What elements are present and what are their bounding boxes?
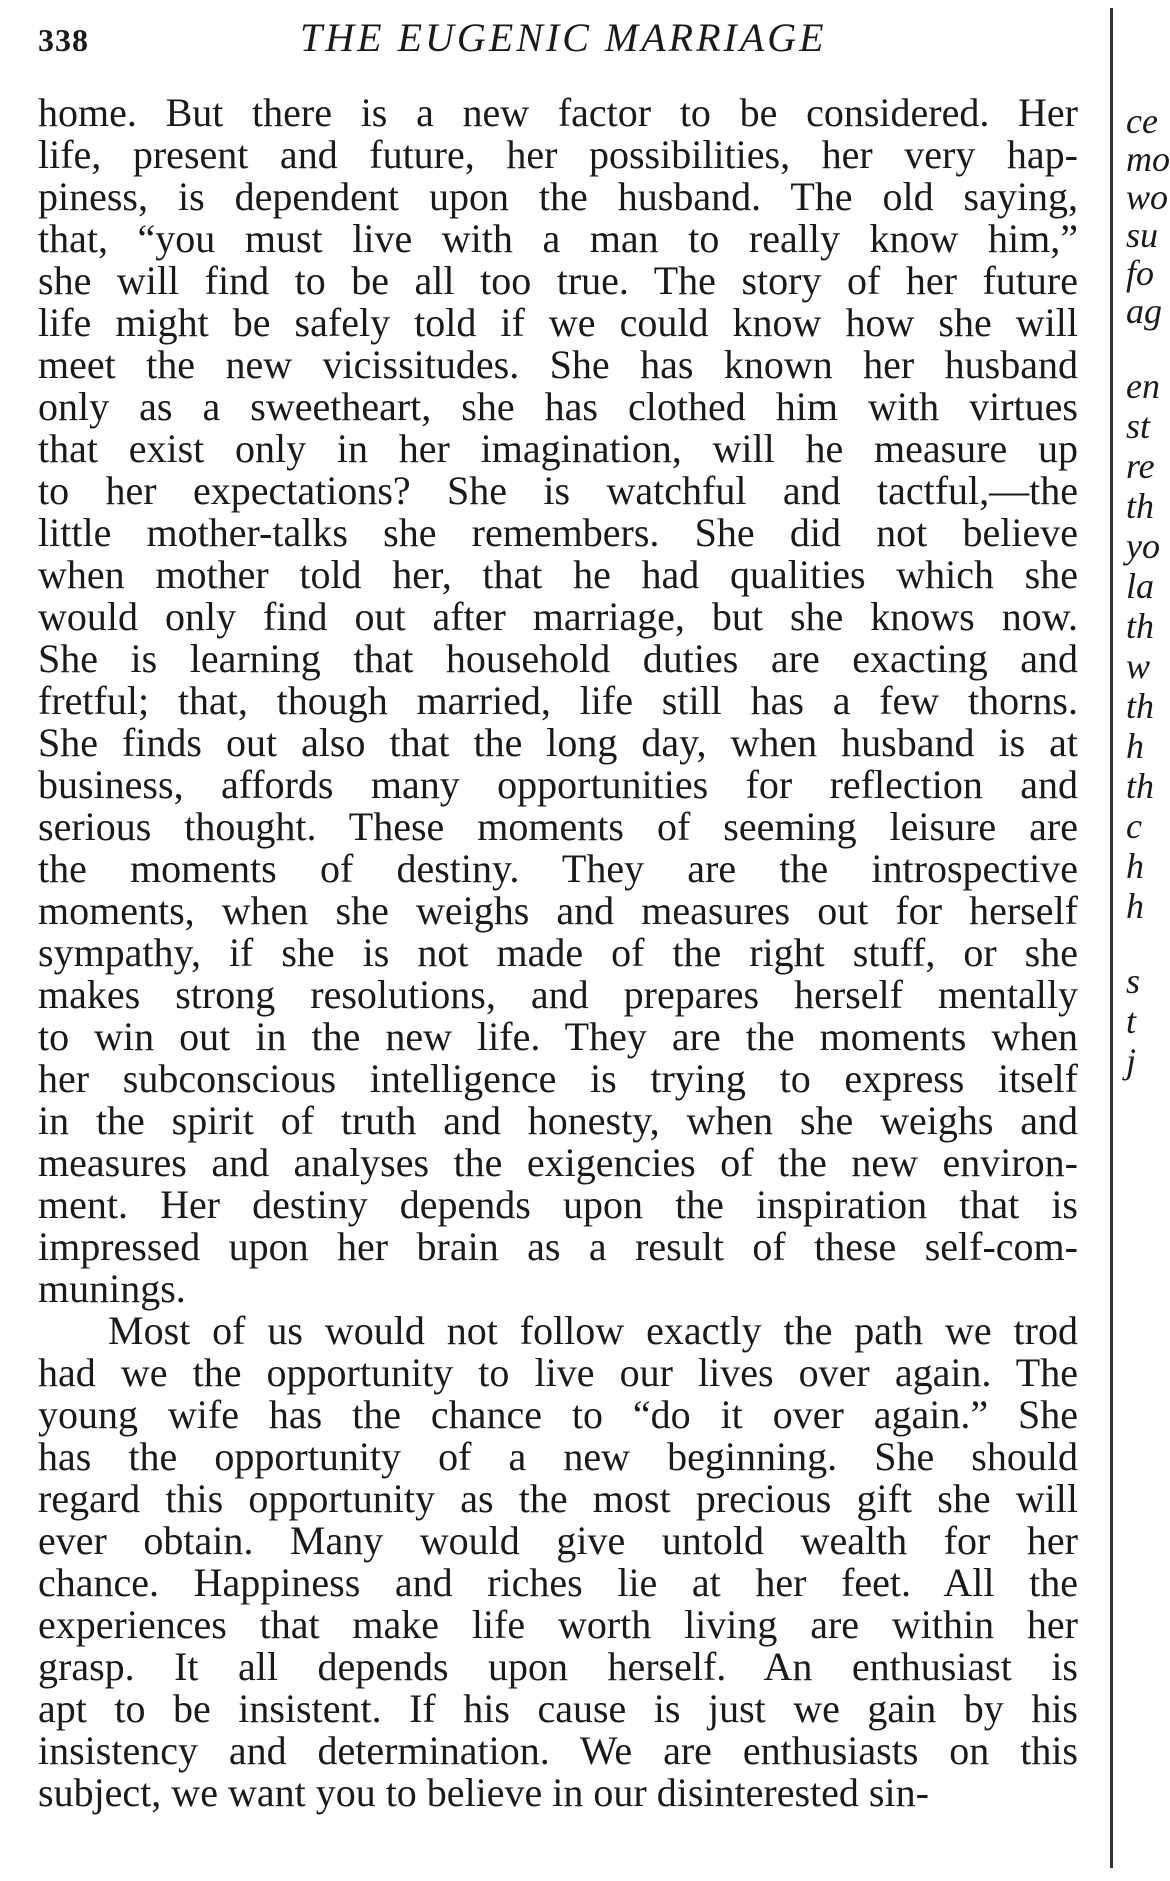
text-line: measures and analyses the exigencies of the new environ-: [38, 1140, 1078, 1185]
text-line: the moments of destiny. They are the introspective: [38, 846, 1078, 891]
text-line: sympathy, if she is not made of the right stuff, or she: [38, 930, 1078, 975]
text-line: life, present and future, her possibilities, her very hap-: [38, 132, 1078, 177]
margin-fragment: th: [1126, 606, 1155, 646]
text-line: life might be safely told if we could know how she will: [38, 300, 1078, 345]
text-line: munings.: [38, 1266, 186, 1311]
adjacent-page-fragment: [1126, 100, 1170, 1100]
running-title: THE EUGENIC MARRIAGE: [300, 15, 827, 60]
margin-fragment: h: [1126, 726, 1144, 766]
text-line: She is learning that household duties are exacting and: [38, 636, 1078, 681]
text-line: business, affords many opportunities for reflection and: [38, 762, 1078, 807]
margin-fragment: th: [1126, 486, 1155, 526]
margin-fragment: th: [1126, 686, 1155, 726]
margin-fragment: w: [1126, 646, 1151, 686]
text-line: She finds out also that the long day, when husband is at: [38, 720, 1078, 765]
margin-fragment: ce: [1126, 101, 1158, 141]
margin-fragment: wo: [1126, 177, 1169, 217]
text-line: would only find out after marriage, but she knows now.: [38, 594, 1078, 639]
text-line: little mother-talks she remembers. She did not believe: [38, 510, 1078, 555]
text-line: chance. Happiness and riches lie at her feet. All the: [38, 1560, 1078, 1605]
text-line: piness, is dependent upon the husband. The old saying,: [38, 174, 1078, 219]
text-line: that, “you must live with a man to really know him,”: [38, 216, 1078, 261]
text-line: that exist only in her imagination, will he measure up: [38, 426, 1078, 471]
text-line: insistency and determination. We are enthusiasts on this: [38, 1728, 1078, 1773]
paragraph: [38, 1310, 1078, 1814]
margin-fragment: j: [1126, 1041, 1137, 1081]
page-gutter-rule: [1110, 8, 1113, 1868]
text-line: to win out in the new life. They are the moments when: [38, 1014, 1078, 1059]
text-line: to her expectations? She is watchful and tactful,—the: [38, 468, 1078, 513]
text-line: her subconscious intelligence is trying to express itself: [38, 1056, 1078, 1101]
text-line: meet the new vicissitudes. She has known her husband: [38, 342, 1078, 387]
margin-fragment: t: [1126, 1001, 1137, 1041]
page-number: 338: [38, 22, 89, 58]
margin-fragment: s: [1126, 961, 1141, 1001]
margin-fragment: st: [1126, 406, 1151, 446]
text-line: ever obtain. Many would give untold wealth for her: [38, 1518, 1078, 1563]
text-line: when mother told her, that he had qualities which she: [38, 552, 1078, 597]
text-line: had we the opportunity to live our lives over again. The: [38, 1350, 1078, 1395]
margin-fragment: h: [1126, 886, 1144, 926]
margin-fragment: ag: [1126, 291, 1162, 331]
text-line: impressed upon her brain as a result of these self-com-: [38, 1224, 1078, 1269]
margin-fragment: c: [1126, 806, 1142, 846]
text-line: ment. Her destiny depends upon the inspiration that is: [38, 1182, 1078, 1227]
body-text: [38, 92, 1078, 1814]
margin-fragment: en: [1126, 366, 1160, 406]
text-line: she will find to be all too true. The story of her future: [38, 258, 1078, 303]
margin-fragment: yo: [1126, 526, 1160, 566]
paragraph: [38, 92, 1078, 1310]
text-line: moments, when she weighs and measures out for herself: [38, 888, 1078, 933]
text-line: in the spirit of truth and honesty, when she weighs and: [38, 1098, 1078, 1143]
text-line: Most of us would not follow exactly the path we trod: [108, 1308, 1078, 1353]
page-header: [0, 14, 1110, 74]
text-line: apt to be insistent. If his cause is just we gain by his: [38, 1686, 1078, 1731]
text-line: fretful; that, though married, life still has a few thorns.: [38, 678, 1078, 723]
text-line: makes strong resolutions, and prepares herself mentally: [38, 972, 1078, 1017]
text-line: has the opportunity of a new beginning. She should: [38, 1434, 1078, 1479]
margin-fragment: fo: [1126, 253, 1155, 293]
text-line: young wife has the chance to “do it over again.” She: [38, 1392, 1078, 1437]
margin-fragment: mo: [1126, 139, 1170, 179]
text-line: experiences that make life worth living are within her: [38, 1602, 1078, 1647]
margin-fragment: h: [1126, 846, 1144, 886]
text-line: home. But there is a new factor to be considered. Her: [38, 90, 1078, 135]
text-line: grasp. It all depends upon herself. An enthusiast is: [38, 1644, 1078, 1689]
margin-fragment: re: [1126, 446, 1155, 486]
text-line: subject, we want you to believe in our disinterested sin-: [38, 1770, 929, 1815]
margin-fragment: th: [1126, 766, 1155, 806]
text-line: regard this opportunity as the most precious gift she will: [38, 1476, 1078, 1521]
text-line: only as a sweetheart, she has clothed him with virtues: [38, 384, 1078, 429]
margin-fragment: su: [1126, 215, 1159, 255]
text-line: serious thought. These moments of seeming leisure are: [38, 804, 1078, 849]
margin-fragment: la: [1126, 566, 1155, 606]
